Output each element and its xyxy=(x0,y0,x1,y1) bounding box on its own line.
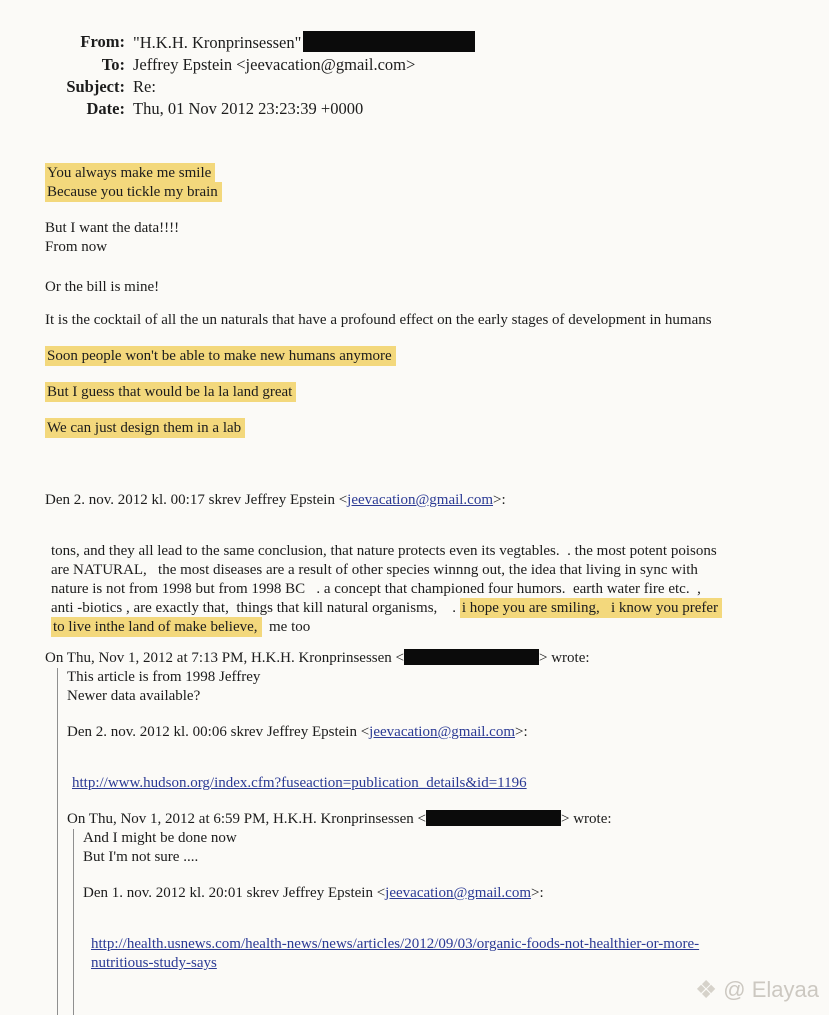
quoted-line: This article is from 1998 Jeffrey xyxy=(67,669,261,685)
paragraph-line xyxy=(51,599,829,618)
attribution-text: >: xyxy=(531,885,544,901)
header-to-row xyxy=(0,54,829,76)
quoted-paragraph xyxy=(51,542,829,637)
message-line: It is the cocktail of all the un naturals that have a profound effect on the early stages of development in humans xyxy=(45,312,712,328)
from-value xyxy=(133,31,475,54)
from-name: "H.K.H. Kronprinsessen" xyxy=(133,33,302,52)
highlighted-text: Because you tickle my brain xyxy=(45,182,222,202)
message-line xyxy=(45,164,829,183)
four-diamonds-icon: ❖ xyxy=(694,975,718,1004)
attribution-text: Den 2. nov. 2012 kl. 00:17 skrev Jeffrey Epstein < xyxy=(45,492,348,508)
quote-attribution xyxy=(67,810,829,829)
quoted-line: But I'm not sure .... xyxy=(83,849,199,865)
header-from-row xyxy=(0,31,829,54)
link-text: http://health.usnews.com/health-news/news/articles/2012/09/03/organic-foods-not-healthier-or-more- xyxy=(91,936,700,952)
quote-attribution xyxy=(67,723,829,742)
highlighted-text: You always make me smile xyxy=(45,163,215,183)
link-text: nutritious-study-says xyxy=(91,955,217,971)
paragraph-line xyxy=(51,561,829,580)
email-link[interactable]: jeevacation@gmail.com xyxy=(347,492,494,508)
subject-label: Subject: xyxy=(66,77,125,96)
message-line: From now xyxy=(45,239,108,255)
quoted-line: And I might be done now xyxy=(83,830,237,846)
paragraph-text: tons, and they all lead to the same conclusion, that nature protects even its vegtables. . the most potent poisons xyxy=(51,543,717,559)
email-body xyxy=(45,164,829,1015)
quoted-message-level-1 xyxy=(57,668,829,1015)
paragraph-text: me too xyxy=(261,619,311,635)
hudson-article-link[interactable]: http://www.hudson.org/index.cfm?fuseaction=publication_details&id=1196 xyxy=(72,775,527,791)
date-value: Thu, 01 Nov 2012 23:23:39 +0000 xyxy=(133,99,364,118)
highlighted-text: to live inthe land of make believe, xyxy=(51,617,262,637)
paragraph-text: anti -biotics , are exactly that, things that kill natural organisms, . xyxy=(51,600,460,616)
paragraph-line xyxy=(51,580,829,599)
email-link[interactable]: jeevacation@gmail.com xyxy=(369,724,516,740)
quote-attribution xyxy=(83,884,829,903)
to-label: To: xyxy=(101,55,125,74)
watermark-text: @ Elayaa xyxy=(723,977,819,1002)
article-link-row xyxy=(72,774,829,793)
paragraph-line xyxy=(51,542,829,561)
from-label: From: xyxy=(80,32,125,51)
paragraph-line xyxy=(51,618,829,637)
redacted-email xyxy=(426,810,561,826)
attribution-text: > wrote: xyxy=(539,650,590,666)
article-link-row xyxy=(91,935,763,973)
attribution-text: >: xyxy=(515,724,528,740)
message-line xyxy=(45,383,829,402)
attribution-text: Den 2. nov. 2012 kl. 00:06 skrev Jeffrey Epstein < xyxy=(67,724,370,740)
redacted-sender-email xyxy=(303,31,475,52)
watermark xyxy=(695,977,819,1003)
attribution-text: On Thu, Nov 1, 2012 at 7:13 PM, H.K.H. Kronprinsessen < xyxy=(45,650,405,666)
email-link[interactable]: jeevacation@gmail.com xyxy=(385,885,532,901)
message-line xyxy=(45,183,829,202)
subject-value: Re: xyxy=(133,77,156,96)
highlighted-text: We can just design them in a lab xyxy=(45,418,245,438)
attribution-text: > wrote: xyxy=(561,811,612,827)
message-line xyxy=(45,419,829,438)
usnews-article-link[interactable] xyxy=(91,936,699,971)
attribution-text: >: xyxy=(493,492,506,508)
email-header xyxy=(0,0,829,120)
header-subject-row xyxy=(0,76,829,98)
to-value: Jeffrey Epstein <jeevacation@gmail.com> xyxy=(133,55,416,74)
quote-attribution xyxy=(45,649,829,668)
date-label: Date: xyxy=(86,99,125,118)
highlighted-text: i hope you are smiling, i know you prefer xyxy=(460,598,722,618)
redacted-email xyxy=(404,649,539,665)
attribution-text: On Thu, Nov 1, 2012 at 6:59 PM, H.K.H. Kronprinsessen < xyxy=(67,811,427,827)
paragraph-text: nature is not from 1998 but from 1998 BC . a concept that championed four humors. earth water fire etc. , xyxy=(51,581,701,597)
message-line xyxy=(45,347,829,366)
quoted-line: Newer data available? xyxy=(67,688,201,704)
message-line: Or the bill is mine! xyxy=(45,279,160,295)
quote-attribution xyxy=(45,491,829,510)
header-date-row xyxy=(0,98,829,120)
highlighted-text: Soon people won't be able to make new humans anymore xyxy=(45,346,396,366)
attribution-text: Den 1. nov. 2012 kl. 20:01 skrev Jeffrey Epstein < xyxy=(83,885,386,901)
highlighted-text: But I guess that would be la la land great xyxy=(45,382,296,402)
message-line: But I want the data!!!! xyxy=(45,220,180,236)
paragraph-text: are NATURAL, the most diseases are a result of other species winnng out, the idea that living in sync with xyxy=(51,562,698,578)
